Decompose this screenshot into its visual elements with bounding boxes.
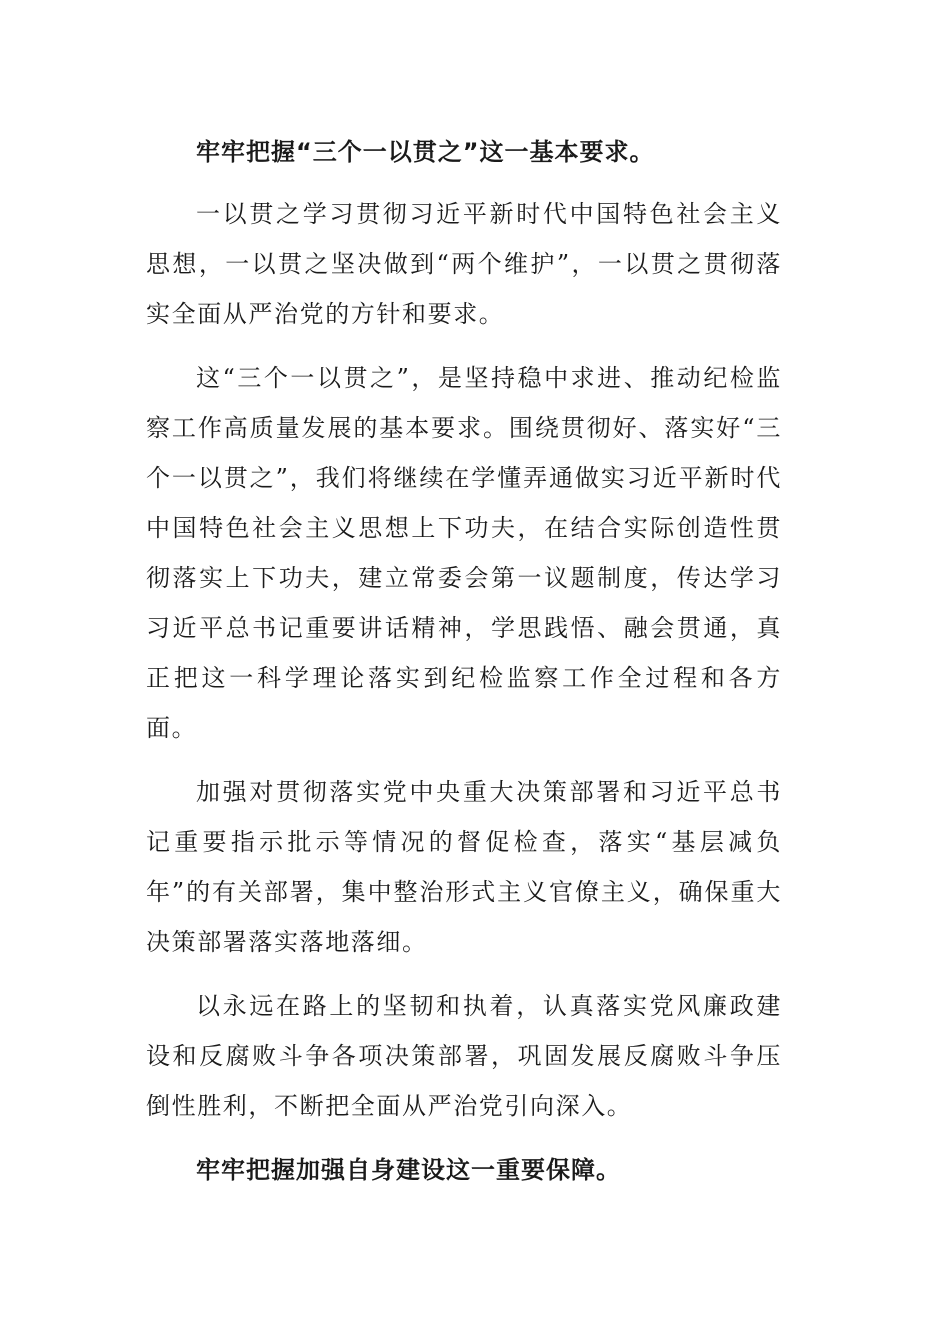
document-body — [146, 127, 782, 1195]
body-paragraph-4: 以永远在路上的坚韧和执着，认真落实党风廉政建设和反腐败斗争各项决策部署，巩固发展反腐败斗争压倒性胜利，不断把全面从严治党引向深入。 — [146, 992, 782, 1120]
body-paragraph-2: 这“三个一以贯之”，是坚持稳中求进、推动纪检监察工作高质量发展的基本要求。围绕贯彻好、落实好“三个一以贯之”，我们将继续在学懂弄通做实习近平新时代中国特色社会主义思想上下功夫，在结合实际创造性贯彻落实上下功夫，建立常委会第一议题制度，传达学习习近平总书记重要讲话精神，学思践悟、融会贯通，真正把这一科学理论落实到纪检监察工作全过程和各方面。 — [146, 364, 782, 742]
section-heading-basic-requirement: 牢牢把握“三个一以贯之”这一基本要求。 — [196, 138, 655, 166]
body-paragraph-3: 加强对贯彻落实党中央重大决策部署和习近平总书记重要指示批示等情况的督促检查，落实“基层减负年”的有关部署，集中整治形式主义官僚主义，确保重大决策部署落实落地落细。 — [146, 778, 782, 956]
section-heading-self-construction: 牢牢把握加强自身建设这一重要保障。 — [196, 1156, 621, 1184]
body-paragraph-1: 一以贯之学习贯彻习近平新时代中国特色社会主义思想，一以贯之坚决做到“两个维护”，一以贯之贯彻落实全面从严治党的方针和要求。 — [146, 200, 782, 328]
